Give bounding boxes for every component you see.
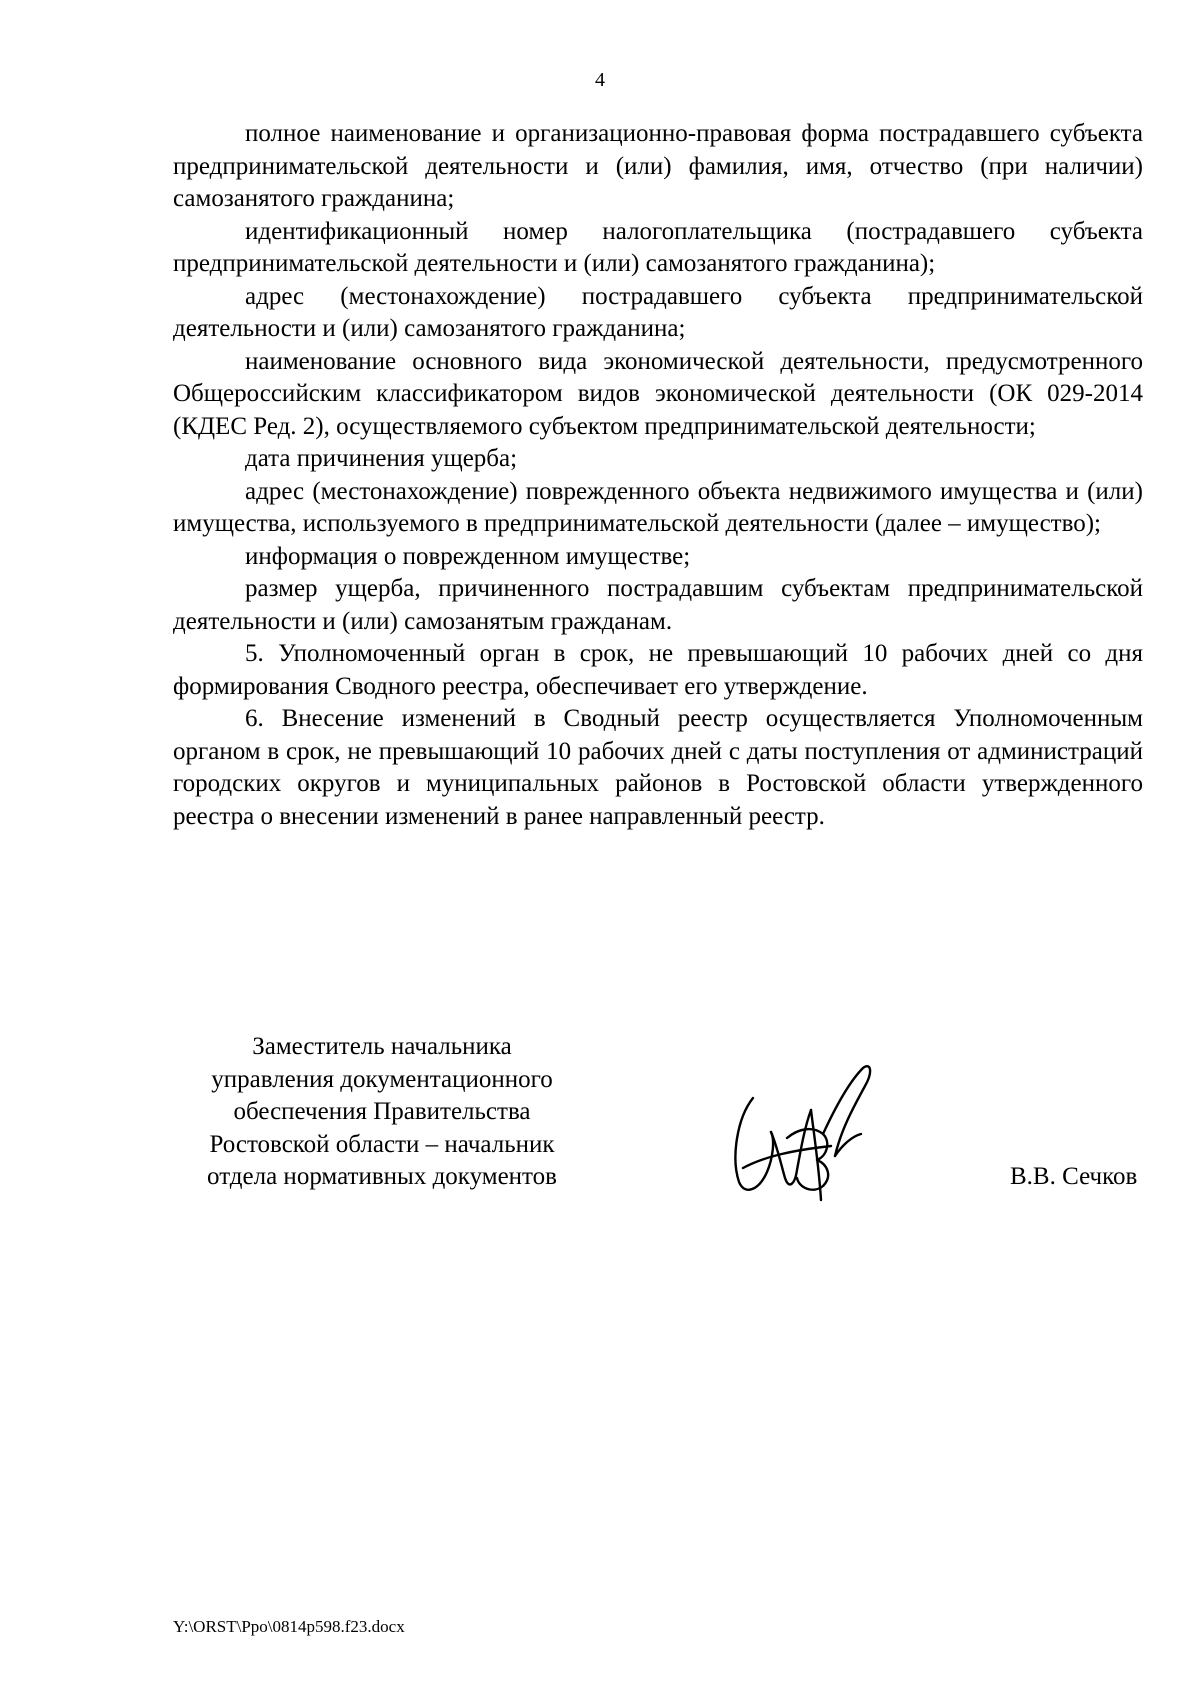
- paragraph-clause-5: 5. Уполномоченный орган в срок, не превышающий 10 рабочих дней со дня формирования Сводного реестра, обеспечивает его утверждение.: [173, 640, 1143, 700]
- document-body: [173, 118, 1143, 833]
- signer-name: В.В. Сечков: [1010, 1163, 1138, 1190]
- paragraph-damage-date: дата причинения ущерба;: [245, 445, 518, 472]
- signatory-title: [172, 1031, 592, 1194]
- paragraph-inn: идентификационный номер налогоплательщика (пострадавшего субъекта предпринимательской деятельности и (или) самозанятого гражданина);: [173, 217, 1143, 277]
- paragraph-property-address: адрес (местонахождение) поврежденного объекта недвижимого имущества и (или) имущества, используемого в предпринимательской деятельности (далее – имущество);: [173, 477, 1143, 537]
- paragraph-clause-6: 6. Внесение изменений в Сводный реестр осуществляется Уполномоченным органом в срок, не превышающий 10 рабочих дней с даты поступления от администраций городских округов и муниципальных районов в Ростовской области утвержденного реестра о внесении изменений в ранее направленный реестр.: [173, 705, 1143, 830]
- signature-icon: [725, 1060, 885, 1210]
- signatory-title-line: Ростовской области – начальник: [209, 1130, 555, 1158]
- paragraph-address: адрес (местонахождение) пострадавшего субъекта предпринимательской деятельности и (или) самозанятого гражданина;: [173, 282, 1143, 342]
- footer-file-path: Y:\ORST\Ppo\0814p598.f23.docx: [173, 1617, 405, 1636]
- signatory-title-line: Заместитель начальника: [252, 1033, 512, 1060]
- paragraph-property-info: информация о поврежденном имуществе;: [245, 542, 691, 570]
- paragraph-full-name: полное наименование и организационно-правовая форма пострадавшего субъекта предпринимательской деятельности и (или) фамилия, имя, отчество (при наличии) самозанятого гражданина;: [173, 120, 1143, 212]
- paragraph-damage-amount: размер ущерба, причиненного пострадавшим субъектам предпринимательской деятельности и (или) самозанятым гражданам.: [173, 575, 1143, 635]
- signatory-title-line: управления документационного: [211, 1065, 553, 1093]
- signatory-title-line: отдела нормативных документов: [207, 1163, 557, 1190]
- signatory-title-line: обеспечения Правительства: [233, 1098, 531, 1125]
- page-number: 4: [595, 69, 605, 91]
- paragraph-activity-type: наименование основного вида экономической деятельности, предусмотренного Общероссийским классификатором видов экономической деятельности (ОК 029-2014 (КДЕС Ред. 2), осуществляемого субъектом предпринимательской деятельности;: [173, 347, 1143, 440]
